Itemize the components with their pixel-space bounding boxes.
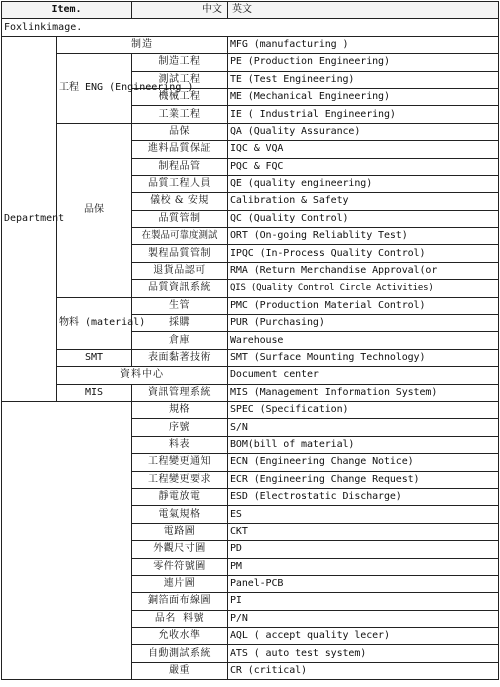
group-label-qa: 品保 [57, 123, 132, 297]
term-zh: 規格 [132, 401, 228, 418]
term-zh: 工程變更要求 [132, 471, 228, 488]
term-zh: 退貨品認可 [132, 262, 228, 279]
header-chinese: 中文 [132, 2, 228, 19]
term-en: MIS (Management Information System) [228, 384, 499, 401]
header-item: Item. [2, 2, 132, 19]
term-zh: 機械工程 [132, 88, 228, 105]
term-en: ES [228, 506, 499, 523]
term-en: PM [228, 558, 499, 575]
table-row [2, 123, 499, 140]
term-en: PQC & FQC [228, 158, 499, 175]
term-en: ECN (Engineering Change Notice) [228, 454, 499, 471]
group-label-mis: MIS [57, 384, 132, 401]
term-zh: 零件符號圖 [132, 558, 228, 575]
term-zh: 資料中心 [57, 367, 228, 384]
term-zh: 品質工程人員 [132, 175, 228, 192]
term-zh: 採購 [132, 315, 228, 332]
terms-blank-cell [2, 401, 132, 679]
term-en: Calibration & Safety [228, 193, 499, 210]
term-en: QA (Quality Assurance) [228, 123, 499, 140]
term-en: PUR (Purchasing) [228, 315, 499, 332]
term-zh: 資訊管理系統 [132, 384, 228, 401]
term-zh: 允收水準 [132, 628, 228, 645]
term-en: S/N [228, 419, 499, 436]
term-en: IE ( Industrial Engineering) [228, 106, 499, 123]
term-zh: 工業工程 [132, 106, 228, 123]
company-banner: Foxlinkimage. [2, 19, 499, 36]
term-en: BOM(bill of material) [228, 436, 499, 453]
banner-row [2, 19, 499, 36]
term-en: QIS (Quality Control Circle Activities) [228, 280, 499, 297]
term-zh: 電氣規格 [132, 506, 228, 523]
term-zh: 表面黏著技術 [132, 349, 228, 366]
term-en: SMT (Surface Mounting Technology) [228, 349, 499, 366]
term-zh: 制造工程 [132, 54, 228, 71]
term-zh: 靜電放電 [132, 488, 228, 505]
group-label-eng: 工程 ENG (Engineering ) [57, 54, 132, 124]
term-zh: 在製品可靠度測試 [132, 228, 228, 245]
header-english: 英文 [228, 2, 499, 19]
term-zh: 序號 [132, 419, 228, 436]
term-en: TE (Test Engineering) [228, 71, 499, 88]
term-zh: 製程品質管制 [132, 245, 228, 262]
term-en: IPQC (In-Process Quality Control) [228, 245, 499, 262]
term-en: PMC (Production Material Control) [228, 297, 499, 314]
term-en: AQL ( accept quality lecer) [228, 628, 499, 645]
term-en: PE (Production Engineering) [228, 54, 499, 71]
term-zh: 進料品質保証 [132, 141, 228, 158]
term-zh: 品質管制 [132, 210, 228, 227]
term-en: P/N [228, 610, 499, 627]
term-en: ESD (Electrostatic Discharge) [228, 488, 499, 505]
term-zh: 工程變更通知 [132, 454, 228, 471]
term-en: ATS ( auto test system) [228, 645, 499, 662]
term-zh: 品質資訊系統 [132, 280, 228, 297]
term-en: Warehouse [228, 332, 499, 349]
table-row [2, 297, 499, 314]
group-label-material: 物料 (material) [57, 297, 132, 349]
term-zh: 儀校 & 安規 [132, 193, 228, 210]
term-en: PD [228, 541, 499, 558]
term-en: QC (Quality Control) [228, 210, 499, 227]
term-zh: 品保 [132, 123, 228, 140]
term-en: ECR (Engineering Change Request) [228, 471, 499, 488]
table-row [2, 36, 499, 53]
table-row [2, 401, 499, 418]
term-en: QE (quality engineering) [228, 175, 499, 192]
term-zh: 制程品管 [132, 158, 228, 175]
table-row [2, 367, 499, 384]
term-zh: 料表 [132, 436, 228, 453]
table-header-row [2, 2, 499, 19]
term-en: CR (critical) [228, 662, 499, 679]
term-zh: 自動測試系統 [132, 645, 228, 662]
term-en: Panel-PCB [228, 575, 499, 592]
term-en: ORT (On-going Reliablity Test) [228, 228, 499, 245]
term-en: SPEC (Specification) [228, 401, 499, 418]
term-zh: 倉庫 [132, 332, 228, 349]
term-zh: 制造 [57, 36, 228, 53]
term-en: IQC & VQA [228, 141, 499, 158]
department-label: Department [2, 36, 57, 401]
table-row [2, 384, 499, 401]
term-zh: 生管 [132, 297, 228, 314]
term-en: CKT [228, 523, 499, 540]
term-zh: 品名 料號 [132, 610, 228, 627]
group-label-smt: SMT [57, 349, 132, 366]
term-zh: 嚴重 [132, 662, 228, 679]
glossary-table [1, 1, 499, 680]
term-en: PI [228, 593, 499, 610]
term-zh: 電路圖 [132, 523, 228, 540]
table-row [2, 54, 499, 71]
term-zh: 外觀尺寸圖 [132, 541, 228, 558]
term-zh: 連片圖 [132, 575, 228, 592]
term-en: RMA (Return Merchandise Approval(or [228, 262, 499, 279]
term-en: MFG (manufacturing ) [228, 36, 499, 53]
term-zh: 銅箔面布線圖 [132, 593, 228, 610]
term-en: Document center [228, 367, 499, 384]
table-row [2, 349, 499, 366]
term-zh: 測試工程 [132, 71, 228, 88]
term-en: ME (Mechanical Engineering) [228, 88, 499, 105]
